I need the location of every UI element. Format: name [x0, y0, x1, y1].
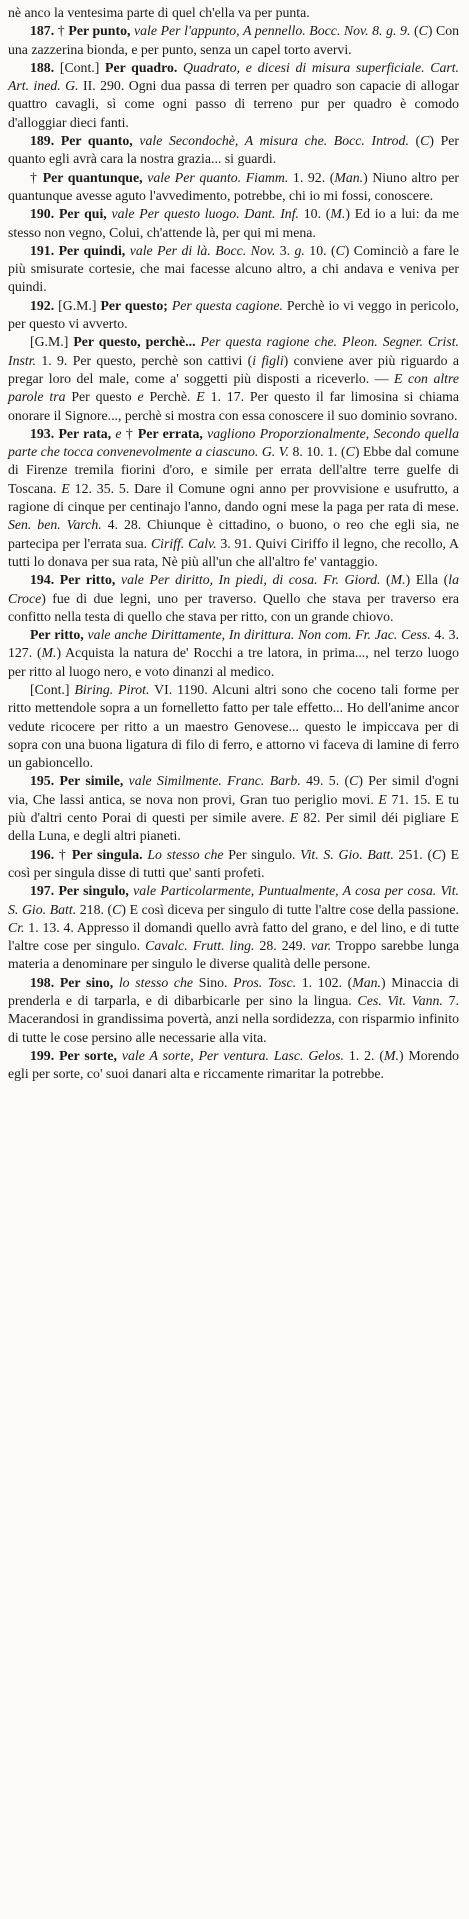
italic-text: Quadrato, e dicesi di misura superficiale. Cart. Art. ined. G.	[8, 59, 459, 94]
italic-text: vale Particolarmente, Puntualmente, A cosa per cosa. Vit. S. Gio. Batt.	[8, 883, 459, 917]
italic-text: vale Per di là. Bocc. Nov.	[125, 242, 276, 258]
italic-text: vale Per l'appunto, A pennello. Bocc. Nov. 8. g. 9.	[130, 23, 411, 39]
italic-text: vale anche Dirittamente, In dirittura. Non com. Fr. Jac. Cess.	[83, 627, 431, 643]
entry-number: 194.	[30, 572, 55, 588]
italic-text: vale Per diritto, In piedi, di cosa. Fr. Giord.	[115, 572, 381, 588]
entry-headword: Per qui,	[58, 206, 107, 222]
entry-text: [Cont.]	[54, 59, 106, 75]
italic-text: Lo stesso che	[142, 846, 224, 862]
italic-text: C	[349, 773, 359, 789]
italic-text: M.	[390, 572, 406, 588]
italic-text: vale Per quanto. Fiamm.	[142, 169, 289, 185]
italic-text: Man.	[352, 974, 381, 990]
dictionary-column	[8, 4, 459, 1084]
entry-text: ) Niuno altro per quantunque avesse aguto l'avvedimento, potrebbe, chi io mi fossi, conoscere.	[8, 169, 459, 203]
italic-text: E con altre parole tra	[8, 370, 459, 405]
entry-headword: Per singulo,	[58, 883, 129, 899]
entry-text: Sino.	[193, 974, 234, 990]
italic-text: vale A sorte, Per ventura. Lasc. Gelos.	[116, 1047, 344, 1063]
entry-text: ) conviene aver più riguardo a pregar loro del male, come a' soggetti più disposti a riceverlo. —	[8, 352, 459, 386]
entry-text: 1. 92. (	[288, 169, 335, 185]
italic-text: E	[378, 791, 387, 807]
entry-text: ) Per simil d'ogni via, Che lassi antica, se nova non provi, Gran tuo periglio movi.	[8, 773, 459, 807]
dictionary-entry	[8, 882, 459, 973]
entry-number: 187.	[30, 23, 55, 39]
entry-headword: Per sorte,	[59, 1047, 117, 1063]
entry-text: 28. 249.	[254, 938, 311, 954]
dictionary-entry	[8, 571, 459, 626]
italic-text: Ces. Vit. Vann.	[357, 993, 443, 1009]
entry-number: 191.	[30, 242, 55, 258]
entry-text: 8. 10. 1. (	[288, 444, 346, 460]
entry-text: [Cont.]	[30, 681, 75, 697]
entry-headword: Per rata,	[58, 425, 112, 441]
italic-text: C	[335, 242, 345, 258]
italic-text: vagliono Proporzionalmente, Secondo quella parte che tocca convenevolmente a ciascuno. G. V.	[8, 425, 460, 460]
italic-text: C	[345, 444, 355, 460]
italic-text: Biring. Pirot.	[74, 681, 150, 697]
italic-text: Vit. S. Gio. Batt.	[300, 846, 394, 862]
entry-text: 49. 5. (	[300, 773, 350, 789]
entry-text: 10. (	[304, 242, 336, 258]
dictionary-entry	[8, 333, 459, 424]
entry-text: ) Ebbe dal comune di Firenze tremila fiorini d'oro, e simile per errata dell'altre terre guelfe di Toscana.	[8, 444, 459, 496]
italic-text: var.	[310, 938, 332, 954]
entry-headword: Per singula.	[71, 846, 143, 862]
entry-number: 193.	[30, 425, 55, 441]
italic-text: Per questa ragione che. Pleon. Segner. Crist. Instr.	[8, 334, 460, 368]
italic-text: e	[137, 389, 144, 405]
dictionary-entry	[8, 242, 459, 297]
italic-text: vale Per questo luogo. Dant. Inf.	[106, 206, 299, 222]
entry-number: 195.	[30, 773, 55, 789]
entry-text: 3.	[275, 242, 295, 258]
entry-number: 199.	[30, 1047, 55, 1063]
entry-headword: Per quindi,	[58, 242, 126, 258]
entry-text: 4. 28. Chiunque è cittadino, o buono, o reo che egli sia, ne partecipa per l'errata sua.	[8, 517, 460, 551]
entry-text: 12. 35. 5. Dare il Comune ogni anno per provvisione e usufrutto, a ragione di cinque per centinajo l'anno, dando ogni mese la paga per rata di mese.	[8, 480, 459, 515]
entry-number: 197.	[30, 883, 55, 899]
italic-text: Sen. ben. Varch.	[8, 517, 102, 533]
entry-text: ) Minaccia di prenderla e di tarparla, e di dibarbicarle per sino la lingua.	[8, 974, 459, 1009]
italic-text: C	[432, 846, 442, 862]
entry-text: (	[408, 133, 421, 149]
entry-text: Perchè io vi veggo in pericolo, per questo vi avverto.	[8, 297, 459, 332]
entry-headword: Per ritto,	[30, 627, 84, 643]
dictionary-entry	[8, 4, 459, 22]
entry-text: 3. 91. Quivi Ciriffo il legno, che recollo, A tutti lo donava per sua rata, Nè più all'un che all'altro fe' vantaggio.	[8, 535, 459, 569]
italic-text: Per questa cagione.	[167, 297, 283, 313]
dictionary-entry	[8, 297, 459, 334]
italic-text: vale Similmente. Franc. Barb.	[123, 773, 301, 789]
italic-text: g.	[294, 242, 305, 258]
italic-text: Cr.	[8, 919, 25, 935]
entry-text: 1. 102. (	[296, 974, 353, 990]
entry-number: 192.	[30, 297, 55, 313]
entry-number: 196.	[30, 846, 55, 862]
entry-text: ) Con una zazzerina bionda, e per punto, senza un capel torto avervi.	[8, 23, 460, 57]
entry-text: ) Acquista la natura de' Rocchi a tre latora, in prima..., nel terzo luogo per ritto al luogo nero, e voto dinanzi al medico.	[8, 645, 459, 679]
entry-text: ) Cominciò a fare le più smisurate cortesie, che mai facesse alcuno altro, a chi andava e veniva per quindi.	[8, 242, 460, 295]
entry-text: VI. 1190. Alcuni altri sono che coceno tali forme per ritto mettendole sopra a un fornelletto fatto per tale effetto... Ho dell'anime ancor vedute ricocere per ritto a un maestro Genovese... questo le impiccava per di sopra con una buona ligatura di filo di ferro, e attorno vi faceva di lamine di ferro un gabioncello.	[8, 681, 460, 771]
dictionary-entry	[8, 205, 459, 242]
entry-text: 10. (	[299, 206, 331, 222]
entry-text: †	[54, 23, 69, 39]
entry-text: Troppo sarebbe lunga materia a denominare per singulo le diverse qualità delle persone.	[8, 938, 459, 972]
entry-text: †	[54, 846, 72, 862]
dictionary-entry	[8, 59, 459, 132]
entry-text	[54, 133, 61, 148]
italic-text: vale Secondochè, A misura che. Bocc. Introd.	[132, 133, 409, 149]
italic-text: C	[418, 23, 428, 39]
italic-text: E	[289, 810, 299, 826]
entry-number: 189.	[30, 133, 55, 149]
entry-text: 218. (	[76, 901, 113, 917]
entry-text: 1. 9. Per questo, perchè son cattivi (	[35, 352, 253, 368]
entry-headword: Per simile,	[59, 773, 124, 789]
entry-text: 1. 13. 4. Appresso il domandi quello avrà fatto del grano, e del lino, e di tutte l'altre cose per singulo.	[8, 919, 459, 954]
italic-text: Pros. Tosc.	[233, 974, 297, 990]
italic-text: M.	[330, 206, 346, 222]
entry-headword: Per quantunque,	[42, 169, 143, 185]
italic-text: Man.	[334, 169, 364, 185]
entry-headword: Per quadro.	[105, 59, 178, 75]
entry-text: ) Morendo egli per sorte, co' suoi danari alta e riccamente rimaritar la potrebbe.	[8, 1047, 460, 1082]
dictionary-entry	[8, 974, 459, 1047]
entry-text: ) E così per singula disse di tutti que' santi profeti.	[8, 846, 460, 880]
dictionary-entry	[8, 132, 459, 169]
entry-text: †	[30, 169, 43, 185]
entry-text: 4. 3. 127. (	[8, 627, 460, 661]
dictionary-entry	[8, 846, 459, 883]
dictionary-entry	[8, 772, 459, 845]
dictionary-entry	[8, 626, 459, 681]
entry-text: 7. Macerandosi in grandissima povertà, anzi nella sordidezza, con risparmio infinito di tutte le cose persino alle necessarie alla vita.	[8, 993, 460, 1045]
entry-number: 190.	[30, 206, 55, 222]
entry-text: 1. 17. Per questo il far limosina si chiama onorare il Signore..., perchè si mostra con essa conoscere il suo dominio sovrano.	[8, 389, 459, 423]
dictionary-entry	[8, 22, 459, 59]
entry-text: 71. 15. E tu più d'altri cento Porai di questi per simile avere.	[8, 791, 459, 826]
italic-text: Ciriff. Calv.	[150, 535, 217, 551]
entry-headword: Per questo, perchè...	[73, 334, 196, 350]
entry-text: Per singulo.	[223, 846, 301, 862]
entry-headword: Per ritto,	[59, 572, 116, 588]
dictionary-entry	[8, 425, 459, 571]
entry-headword: Per sino,	[59, 974, 114, 990]
italic-text: la Croce	[8, 572, 459, 606]
entry-headword: Per punto,	[68, 23, 131, 39]
entry-text: 82. Per simil déi pigliare E della Luna, e degli altri pianeti.	[8, 810, 459, 844]
italic-text: M.	[383, 1047, 399, 1063]
entry-text: (	[410, 23, 419, 39]
entry-text: ) Per quanto egli avrà cara la nostra grazia... si guardi.	[8, 133, 459, 167]
entry-number: 188.	[30, 59, 55, 75]
entry-text: 1. 2. (	[343, 1047, 384, 1063]
entry-headword: Per quanto,	[60, 133, 133, 149]
entry-text: Per questo	[65, 389, 138, 405]
italic-text: e	[111, 425, 122, 441]
entry-text: †	[121, 425, 138, 441]
entry-text: ) Ella (	[405, 572, 449, 588]
entry-text: ) Ed io a lui: da me stesso non vegno, Colui, ch'attende là, per qui mi mena.	[8, 206, 460, 240]
italic-text: E	[196, 389, 205, 405]
dictionary-entry	[8, 1047, 459, 1084]
entry-headword: Per errata,	[137, 425, 203, 441]
italic-text: C	[420, 133, 430, 149]
entry-text: [G.M.]	[30, 334, 74, 350]
entry-text: Perchè.	[143, 389, 197, 405]
entry-text: (	[380, 572, 391, 588]
entry-text: ) fue di due legni, uno per traverso. Quello che stava per traverso era confitto nella testa di quello che stava per ritto, con un grande chiovo.	[8, 590, 459, 624]
italic-text: C	[112, 901, 122, 917]
italic-text: i figli	[252, 352, 284, 368]
entry-text: II. 290. Ogni dua passa di terren per quadro son capacie di allogar quattro cavagli, sì come ogni passo di terreno pur per quadro è comodo d'alloggiar dieci fanti.	[8, 78, 459, 130]
italic-text: E	[61, 480, 70, 496]
entry-text: nè anco la ventesima parte di quel ch'ella va per punta.	[8, 5, 310, 20]
italic-text: M.	[41, 645, 57, 661]
dictionary-entry	[8, 681, 459, 772]
entry-text: [G.M.]	[54, 297, 101, 313]
entry-number: 198.	[30, 974, 55, 990]
entry-text: 251. (	[393, 846, 433, 862]
dictionary-entry	[8, 169, 459, 206]
italic-text: lo stesso che	[113, 974, 194, 990]
italic-text: Cavalc. Frutt. ling.	[145, 938, 255, 954]
entry-text: ) E così diceva per singulo di tutte l'altre cose della passione.	[121, 901, 460, 917]
entry-headword: Per questo;	[100, 297, 168, 313]
